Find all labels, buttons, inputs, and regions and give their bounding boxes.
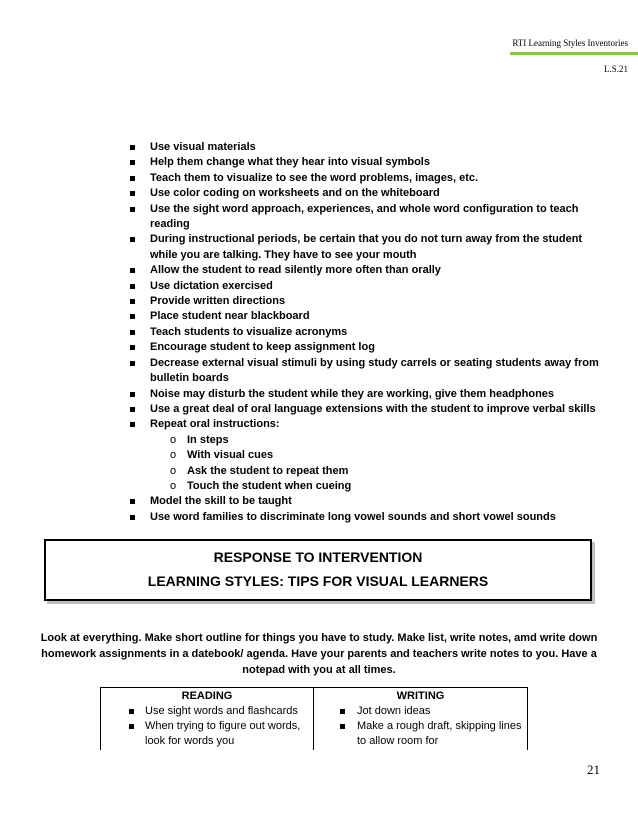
section-title-line2: LEARNING STYLES: TIPS FOR VISUAL LEARNERS xyxy=(147,573,489,589)
square-bullet-icon xyxy=(130,191,135,196)
square-bullet-icon xyxy=(130,314,135,319)
square-bullet-icon xyxy=(130,515,135,520)
square-bullet-icon xyxy=(130,207,135,212)
square-bullet-icon xyxy=(129,724,134,729)
list-item: Repeat oral instructions: o In steps o With visual cues o Ask the student to repeat them o Touch the student when cueing xyxy=(128,417,603,494)
list-item: Make a rough draft, skipping lines to allow room for xyxy=(314,719,527,749)
square-bullet-icon xyxy=(130,268,135,273)
list-item: Use the sight word approach, experiences, and whole word configuration to teach reading xyxy=(128,202,603,233)
square-bullet-icon xyxy=(340,709,345,714)
intro-paragraph: Look at everything. Make short outline for things you have to study. Make list, write notes, amd write down homework assignments in a datebook/ agenda. Have your parents and teachers write notes to you. Have a notepad with you at all times. xyxy=(40,632,598,676)
sub-list-item: o In steps xyxy=(150,433,603,448)
writing-list xyxy=(314,704,527,749)
list-item: Allow the student to read silently more often than orally xyxy=(128,263,603,278)
list-item: Use color coding on worksheets and on the whiteboard xyxy=(128,186,603,201)
reading-heading: READING xyxy=(181,690,233,702)
circle-bullet-icon: o xyxy=(170,433,177,446)
list-item: Provide written directions xyxy=(128,294,603,309)
list-item: Use visual materials xyxy=(128,140,603,155)
section-title-box xyxy=(44,539,592,601)
header-rule xyxy=(510,52,638,55)
square-bullet-icon xyxy=(130,284,135,289)
square-bullet-icon xyxy=(130,237,135,242)
list-item: Use a great deal of oral language extensions with the student to improve verbal skills xyxy=(128,402,603,417)
sub-list-item: o Ask the student to repeat them xyxy=(150,464,603,479)
list-item: When trying to figure out words, look for words you xyxy=(101,719,313,749)
list-item: Help them change what they hear into visual symbols xyxy=(128,155,603,170)
list-item: Use sight words and flashcards xyxy=(101,704,313,719)
writing-heading: WRITING xyxy=(396,690,445,702)
square-bullet-icon xyxy=(130,176,135,181)
square-bullet-icon xyxy=(130,361,135,366)
circle-bullet-icon: o xyxy=(170,449,177,462)
circle-bullet-icon: o xyxy=(170,464,177,477)
running-header-title: RTI Learning Styles Inventories xyxy=(512,38,628,48)
list-item: Use word families to discriminate long vowel sounds and short vowel sounds xyxy=(128,510,603,525)
square-bullet-icon xyxy=(129,709,134,714)
square-bullet-icon xyxy=(130,499,135,504)
list-item: Encourage student to keep assignment log xyxy=(128,340,603,355)
repeat-instructions-sublist xyxy=(150,433,603,495)
list-item: Model the skill to be taught xyxy=(128,494,603,509)
sub-list-item: o With visual cues xyxy=(150,448,603,463)
list-item: Noise may disturb the student while they are working, give them headphones xyxy=(128,387,603,402)
square-bullet-icon xyxy=(130,330,135,335)
square-bullet-icon xyxy=(130,299,135,304)
reading-writing-table xyxy=(100,687,528,750)
square-bullet-icon xyxy=(130,160,135,165)
list-item: During instructional periods, be certain that you do not turn away from the student while you are talking. They have to see your mouth xyxy=(128,232,603,263)
page-number: 21 xyxy=(587,762,600,777)
running-header-code: L.S.21 xyxy=(603,64,628,74)
sub-list-item: o Touch the student when cueing xyxy=(150,479,603,494)
square-bullet-icon xyxy=(130,345,135,350)
section-title-line1: RESPONSE TO INTERVENTION xyxy=(213,549,423,565)
list-item: Teach students to visualize acronyms xyxy=(128,325,603,340)
circle-bullet-icon: o xyxy=(170,479,177,492)
list-item: Place student near blackboard xyxy=(128,309,603,324)
square-bullet-icon xyxy=(340,724,345,729)
square-bullet-icon xyxy=(130,392,135,397)
square-bullet-icon xyxy=(130,422,135,427)
square-bullet-icon xyxy=(130,145,135,150)
reading-column xyxy=(101,688,314,750)
reading-list xyxy=(101,704,313,749)
visual-tips-list xyxy=(128,140,603,525)
list-item: Decrease external visual stimuli by using study carrels or seating students away from bulletin boards xyxy=(128,356,603,387)
list-item: Use dictation exercised xyxy=(128,279,603,294)
writing-column xyxy=(314,688,527,750)
list-item: Jot down ideas xyxy=(314,704,527,719)
list-item: Teach them to visualize to see the word problems, images, etc. xyxy=(128,171,603,186)
square-bullet-icon xyxy=(130,407,135,412)
